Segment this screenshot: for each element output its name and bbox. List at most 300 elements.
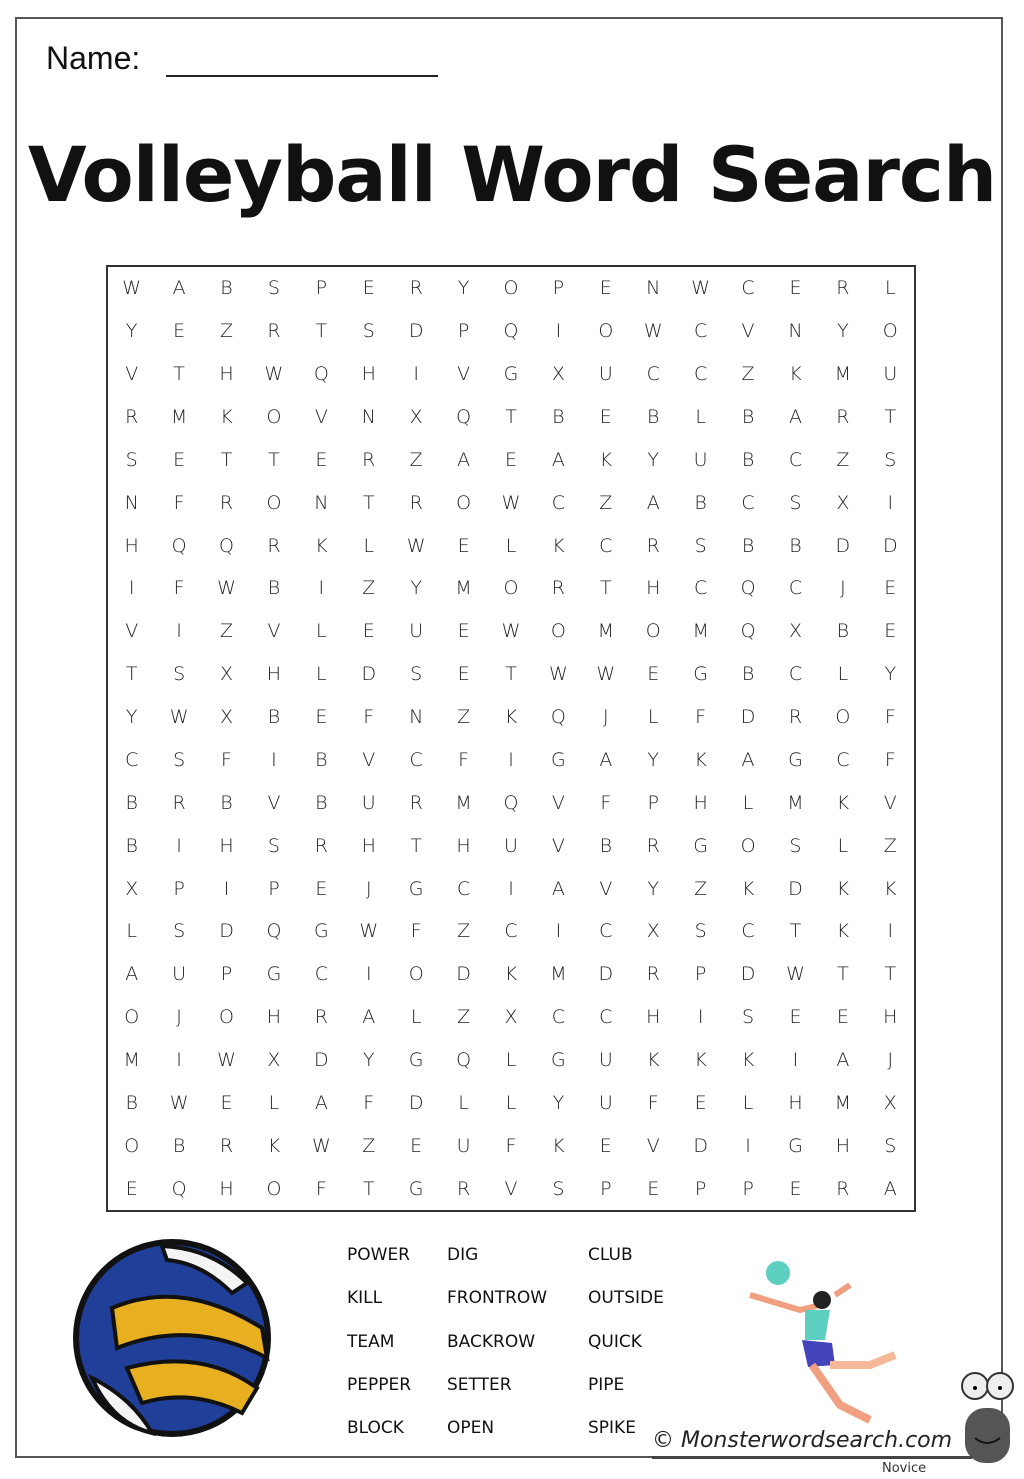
- grid-cell[interactable]: U: [409, 620, 424, 643]
- grid-cell[interactable]: C: [741, 920, 755, 943]
- grid-cell[interactable]: K: [504, 963, 518, 986]
- grid-cell[interactable]: D: [788, 877, 803, 900]
- grid-cell[interactable]: T: [362, 491, 375, 514]
- grid-cell[interactable]: E: [410, 1134, 423, 1157]
- grid-cell[interactable]: F: [884, 706, 896, 729]
- grid-cell[interactable]: R: [551, 577, 565, 600]
- grid-cell[interactable]: C: [599, 1006, 613, 1029]
- grid-cell[interactable]: G: [551, 748, 566, 771]
- grid-cell[interactable]: B: [741, 534, 755, 557]
- grid-cell[interactable]: P: [647, 791, 659, 814]
- grid-cell[interactable]: Q: [503, 320, 519, 343]
- grid-cell[interactable]: W: [217, 577, 236, 600]
- grid-cell[interactable]: Q: [550, 706, 566, 729]
- grid-cell[interactable]: D: [456, 963, 471, 986]
- grid-cell[interactable]: R: [409, 791, 423, 814]
- grid-cell[interactable]: B: [125, 1091, 138, 1114]
- grid-cell[interactable]: C: [741, 491, 755, 514]
- grid-cell[interactable]: W: [311, 1134, 331, 1157]
- grid-cell[interactable]: O: [124, 1006, 140, 1029]
- grid-cell[interactable]: I: [223, 877, 230, 900]
- grid-cell[interactable]: A: [172, 277, 186, 300]
- grid-cell[interactable]: B: [315, 748, 328, 771]
- grid-cell[interactable]: S: [267, 834, 280, 857]
- grid-cell[interactable]: O: [503, 277, 519, 300]
- grid-cell[interactable]: R: [788, 706, 803, 729]
- grid-cell[interactable]: S: [884, 1134, 897, 1157]
- grid-cell[interactable]: T: [600, 577, 612, 600]
- grid-cell[interactable]: C: [788, 448, 803, 471]
- grid-cell[interactable]: C: [551, 1006, 566, 1029]
- grid-cell[interactable]: Y: [647, 748, 660, 771]
- grid-cell[interactable]: K: [694, 1048, 707, 1071]
- grid-cell[interactable]: V: [741, 320, 755, 343]
- grid-cell[interactable]: T: [125, 663, 138, 686]
- grid-cell[interactable]: T: [268, 448, 280, 471]
- grid-cell[interactable]: V: [267, 791, 281, 814]
- grid-cell[interactable]: E: [884, 577, 897, 600]
- grid-cell[interactable]: L: [505, 534, 517, 557]
- grid-cell[interactable]: L: [647, 706, 659, 729]
- grid-cell[interactable]: P: [173, 877, 185, 900]
- grid-cell[interactable]: R: [646, 834, 660, 857]
- grid-cell[interactable]: W: [122, 277, 142, 300]
- grid-cell[interactable]: X: [788, 620, 802, 643]
- grid-cell[interactable]: G: [788, 1134, 803, 1157]
- grid-cell[interactable]: O: [550, 620, 566, 643]
- grid-cell[interactable]: I: [413, 363, 419, 386]
- grid-cell[interactable]: P: [694, 963, 707, 986]
- grid-cell[interactable]: S: [362, 320, 375, 343]
- grid-cell[interactable]: X: [551, 363, 565, 386]
- grid-cell[interactable]: S: [884, 448, 897, 471]
- grid-cell[interactable]: Y: [362, 1048, 375, 1071]
- grid-cell[interactable]: C: [314, 963, 328, 986]
- grid-cell[interactable]: O: [645, 620, 661, 643]
- grid-cell[interactable]: C: [788, 577, 803, 600]
- grid-cell[interactable]: C: [694, 363, 708, 386]
- grid-cell[interactable]: A: [883, 1177, 897, 1200]
- grid-cell[interactable]: S: [173, 663, 186, 686]
- grid-cell[interactable]: D: [219, 920, 234, 943]
- grid-cell[interactable]: U: [361, 791, 376, 814]
- grid-cell[interactable]: S: [552, 1177, 565, 1200]
- grid-cell[interactable]: V: [314, 406, 328, 429]
- grid-cell[interactable]: K: [504, 706, 518, 729]
- grid-cell[interactable]: R: [409, 491, 423, 514]
- grid-cell[interactable]: O: [503, 577, 519, 600]
- grid-cell[interactable]: A: [362, 1006, 376, 1029]
- grid-cell[interactable]: D: [314, 1048, 329, 1071]
- grid-cell[interactable]: Q: [313, 363, 329, 386]
- grid-cell[interactable]: B: [552, 406, 565, 429]
- grid-cell[interactable]: K: [789, 363, 802, 386]
- grid-cell[interactable]: T: [505, 663, 517, 686]
- grid-cell[interactable]: I: [176, 1048, 182, 1071]
- grid-cell[interactable]: P: [457, 320, 470, 343]
- grid-cell[interactable]: E: [125, 1177, 138, 1200]
- grid-cell[interactable]: E: [362, 620, 375, 643]
- grid-cell[interactable]: F: [600, 791, 612, 814]
- grid-cell[interactable]: R: [362, 448, 376, 471]
- grid-cell[interactable]: H: [883, 1006, 898, 1029]
- grid-cell[interactable]: B: [125, 791, 138, 814]
- grid-cell[interactable]: L: [316, 663, 327, 686]
- grid-cell[interactable]: G: [503, 363, 519, 386]
- grid-cell[interactable]: H: [361, 363, 376, 386]
- grid-cell[interactable]: P: [694, 1177, 707, 1200]
- grid-cell[interactable]: E: [789, 1177, 802, 1200]
- grid-cell[interactable]: G: [788, 748, 803, 771]
- grid-cell[interactable]: I: [508, 877, 514, 900]
- grid-cell[interactable]: P: [552, 277, 565, 300]
- grid-cell[interactable]: V: [457, 363, 471, 386]
- grid-cell[interactable]: U: [456, 1134, 471, 1157]
- grid-cell[interactable]: L: [458, 1091, 469, 1114]
- grid-cell[interactable]: G: [408, 1177, 424, 1200]
- grid-cell[interactable]: G: [693, 663, 708, 686]
- grid-cell[interactable]: A: [646, 491, 660, 514]
- grid-cell[interactable]: F: [695, 706, 707, 729]
- grid-cell[interactable]: W: [643, 320, 663, 343]
- grid-cell[interactable]: G: [408, 1048, 424, 1071]
- grid-cell[interactable]: X: [125, 877, 139, 900]
- grid-cell[interactable]: W: [549, 663, 568, 686]
- grid-cell[interactable]: S: [267, 277, 280, 300]
- grid-cell[interactable]: L: [742, 791, 754, 814]
- grid-cell[interactable]: M: [834, 363, 852, 386]
- grid-cell[interactable]: W: [596, 663, 616, 686]
- grid-cell[interactable]: C: [694, 577, 708, 600]
- grid-cell[interactable]: F: [363, 706, 375, 729]
- grid-cell[interactable]: H: [266, 1006, 282, 1029]
- grid-cell[interactable]: L: [837, 663, 849, 686]
- grid-cell[interactable]: X: [409, 406, 423, 429]
- grid-cell[interactable]: E: [315, 448, 328, 471]
- grid-cell[interactable]: C: [741, 277, 755, 300]
- grid-cell[interactable]: K: [552, 1134, 565, 1157]
- grid-cell[interactable]: L: [126, 920, 137, 943]
- grid-cell[interactable]: Q: [171, 534, 187, 557]
- grid-cell[interactable]: R: [314, 834, 328, 857]
- grid-cell[interactable]: X: [220, 663, 234, 686]
- grid-cell[interactable]: H: [219, 1177, 234, 1200]
- grid-cell[interactable]: H: [456, 834, 471, 857]
- grid-cell[interactable]: Q: [266, 920, 282, 943]
- grid-cell[interactable]: K: [267, 1134, 281, 1157]
- grid-cell[interactable]: V: [125, 363, 139, 386]
- grid-cell[interactable]: K: [220, 406, 233, 429]
- grid-cell[interactable]: Q: [740, 620, 756, 643]
- grid-cell[interactable]: S: [173, 920, 186, 943]
- grid-cell[interactable]: F: [173, 577, 185, 600]
- grid-cell[interactable]: O: [408, 963, 424, 986]
- grid-cell[interactable]: K: [315, 534, 328, 557]
- grid-cell[interactable]: G: [313, 920, 329, 943]
- grid-cell[interactable]: H: [693, 791, 708, 814]
- grid-cell[interactable]: F: [363, 1091, 375, 1114]
- grid-cell[interactable]: I: [176, 620, 182, 643]
- grid-cell[interactable]: K: [552, 534, 565, 557]
- grid-cell[interactable]: C: [456, 877, 471, 900]
- grid-cell[interactable]: V: [646, 1134, 660, 1157]
- grid-cell[interactable]: A: [125, 963, 139, 986]
- grid-cell[interactable]: B: [172, 1134, 186, 1157]
- grid-cell[interactable]: X: [504, 1006, 518, 1029]
- grid-cell[interactable]: E: [599, 406, 612, 429]
- grid-cell[interactable]: B: [220, 791, 233, 814]
- grid-cell[interactable]: I: [887, 920, 894, 943]
- grid-cell[interactable]: E: [836, 1006, 849, 1029]
- grid-cell[interactable]: N: [646, 277, 661, 300]
- grid-cell[interactable]: B: [267, 577, 281, 600]
- grid-cell[interactable]: E: [315, 706, 328, 729]
- grid-cell[interactable]: V: [551, 791, 565, 814]
- grid-cell[interactable]: N: [314, 491, 329, 514]
- grid-cell[interactable]: B: [741, 663, 755, 686]
- grid-cell[interactable]: B: [315, 791, 328, 814]
- grid-cell[interactable]: H: [219, 834, 234, 857]
- grid-cell[interactable]: I: [318, 577, 325, 600]
- grid-cell[interactable]: R: [314, 1006, 328, 1029]
- grid-cell[interactable]: L: [268, 1091, 280, 1114]
- grid-cell[interactable]: H: [219, 363, 234, 386]
- grid-cell[interactable]: Q: [456, 1048, 472, 1071]
- grid-cell[interactable]: L: [742, 1091, 754, 1114]
- grid-cell[interactable]: M: [123, 1048, 140, 1071]
- grid-cell[interactable]: R: [409, 277, 423, 300]
- grid-cell[interactable]: B: [741, 448, 755, 471]
- grid-cell[interactable]: A: [836, 1048, 850, 1071]
- grid-cell[interactable]: H: [646, 577, 661, 600]
- grid-cell[interactable]: U: [504, 834, 518, 857]
- grid-cell[interactable]: D: [408, 1091, 424, 1114]
- grid-cell[interactable]: Y: [125, 706, 138, 729]
- grid-cell[interactable]: A: [314, 1091, 328, 1114]
- grid-cell[interactable]: W: [406, 534, 426, 557]
- grid-cell[interactable]: H: [124, 534, 139, 557]
- grid-cell[interactable]: I: [887, 491, 894, 514]
- grid-cell[interactable]: W: [169, 1091, 189, 1114]
- grid-cell[interactable]: Q: [219, 534, 234, 557]
- grid-cell[interactable]: E: [220, 1091, 233, 1114]
- grid-cell[interactable]: G: [266, 963, 282, 986]
- grid-cell[interactable]: Q: [171, 1177, 187, 1200]
- grid-cell[interactable]: Z: [599, 491, 613, 514]
- grid-cell[interactable]: W: [786, 963, 805, 986]
- grid-cell[interactable]: U: [598, 1091, 613, 1114]
- grid-cell[interactable]: E: [457, 620, 470, 643]
- grid-cell[interactable]: Q: [503, 791, 519, 814]
- grid-cell[interactable]: B: [789, 534, 802, 557]
- grid-cell[interactable]: Y: [125, 320, 138, 343]
- grid-cell[interactable]: A: [551, 877, 565, 900]
- name-field-line[interactable]: [166, 75, 438, 77]
- grid-cell[interactable]: L: [316, 620, 327, 643]
- grid-cell[interactable]: T: [362, 1177, 375, 1200]
- grid-cell[interactable]: A: [457, 448, 471, 471]
- grid-cell[interactable]: R: [172, 791, 186, 814]
- grid-cell[interactable]: X: [646, 920, 660, 943]
- grid-cell[interactable]: I: [745, 1134, 751, 1157]
- grid-cell[interactable]: M: [550, 963, 567, 986]
- grid-cell[interactable]: T: [884, 963, 897, 986]
- grid-cell[interactable]: E: [173, 320, 186, 343]
- grid-cell[interactable]: D: [882, 534, 898, 557]
- grid-cell[interactable]: J: [365, 877, 372, 900]
- grid-cell[interactable]: K: [646, 1048, 660, 1071]
- grid-cell[interactable]: H: [835, 1134, 851, 1157]
- grid-cell[interactable]: O: [266, 406, 282, 429]
- grid-cell[interactable]: W: [264, 363, 284, 386]
- grid-cell[interactable]: E: [789, 1006, 802, 1029]
- grid-cell[interactable]: R: [267, 534, 281, 557]
- grid-cell[interactable]: Z: [220, 620, 234, 643]
- grid-cell[interactable]: B: [741, 406, 755, 429]
- grid-cell[interactable]: S: [694, 534, 707, 557]
- grid-cell[interactable]: I: [697, 1006, 704, 1029]
- grid-cell[interactable]: M: [787, 791, 804, 814]
- grid-cell[interactable]: J: [887, 1048, 894, 1071]
- grid-cell[interactable]: C: [125, 748, 139, 771]
- grid-cell[interactable]: T: [315, 320, 328, 343]
- grid-cell[interactable]: R: [219, 491, 234, 514]
- grid-cell[interactable]: E: [884, 620, 897, 643]
- grid-cell[interactable]: A: [788, 406, 802, 429]
- grid-cell[interactable]: F: [884, 748, 896, 771]
- grid-cell[interactable]: W: [691, 277, 711, 300]
- grid-cell[interactable]: M: [170, 406, 188, 429]
- grid-cell[interactable]: L: [505, 1091, 517, 1114]
- grid-cell[interactable]: N: [788, 320, 803, 343]
- grid-cell[interactable]: E: [789, 277, 802, 300]
- grid-cell[interactable]: P: [600, 1177, 612, 1200]
- grid-cell[interactable]: F: [173, 491, 185, 514]
- grid-cell[interactable]: I: [555, 920, 562, 943]
- grid-cell[interactable]: U: [172, 963, 187, 986]
- grid-cell[interactable]: S: [789, 491, 802, 514]
- grid-cell[interactable]: A: [599, 748, 613, 771]
- grid-cell[interactable]: B: [647, 406, 660, 429]
- grid-cell[interactable]: E: [315, 877, 328, 900]
- grid-cell[interactable]: L: [363, 534, 375, 557]
- grid-cell[interactable]: Z: [694, 877, 708, 900]
- grid-cell[interactable]: Z: [836, 448, 850, 471]
- grid-cell[interactable]: O: [124, 1134, 140, 1157]
- grid-cell[interactable]: L: [837, 834, 849, 857]
- grid-cell[interactable]: W: [217, 1048, 236, 1071]
- grid-cell[interactable]: Y: [884, 663, 897, 686]
- grid-cell[interactable]: W: [501, 491, 521, 514]
- grid-cell[interactable]: M: [455, 577, 472, 600]
- grid-cell[interactable]: K: [836, 920, 850, 943]
- grid-cell[interactable]: Y: [552, 1091, 565, 1114]
- grid-cell[interactable]: Y: [647, 448, 660, 471]
- grid-cell[interactable]: K: [836, 791, 850, 814]
- grid-cell[interactable]: U: [693, 448, 708, 471]
- grid-cell[interactable]: K: [836, 877, 850, 900]
- grid-cell[interactable]: R: [646, 963, 660, 986]
- grid-cell[interactable]: A: [741, 748, 755, 771]
- grid-cell[interactable]: Y: [457, 277, 470, 300]
- grid-cell[interactable]: G: [408, 877, 424, 900]
- grid-cell[interactable]: E: [504, 448, 517, 471]
- grid-cell[interactable]: L: [505, 1048, 517, 1071]
- grid-cell[interactable]: M: [834, 1091, 852, 1114]
- grid-cell[interactable]: Q: [456, 406, 472, 429]
- grid-cell[interactable]: R: [219, 1134, 234, 1157]
- grid-cell[interactable]: K: [884, 877, 897, 900]
- grid-cell[interactable]: C: [504, 920, 518, 943]
- grid-cell[interactable]: B: [694, 491, 707, 514]
- grid-cell[interactable]: C: [599, 534, 613, 557]
- grid-cell[interactable]: G: [551, 1048, 566, 1071]
- grid-cell[interactable]: P: [315, 277, 328, 300]
- grid-cell[interactable]: S: [125, 448, 138, 471]
- grid-cell[interactable]: M: [597, 620, 615, 643]
- grid-cell[interactable]: T: [505, 406, 517, 429]
- grid-cell[interactable]: I: [128, 577, 135, 600]
- grid-cell[interactable]: K: [741, 1048, 755, 1071]
- grid-cell[interactable]: U: [598, 1048, 613, 1071]
- grid-cell[interactable]: R: [267, 320, 281, 343]
- grid-cell[interactable]: E: [173, 448, 186, 471]
- grid-cell[interactable]: V: [504, 1177, 518, 1200]
- grid-cell[interactable]: R: [836, 277, 850, 300]
- grid-cell[interactable]: V: [883, 791, 897, 814]
- grid-cell[interactable]: R: [456, 1177, 471, 1200]
- grid-cell[interactable]: A: [551, 448, 565, 471]
- grid-cell[interactable]: Z: [457, 1006, 471, 1029]
- grid-cell[interactable]: R: [125, 406, 139, 429]
- grid-cell[interactable]: K: [694, 748, 707, 771]
- grid-cell[interactable]: F: [410, 920, 422, 943]
- grid-cell[interactable]: I: [365, 963, 372, 986]
- grid-cell[interactable]: Y: [410, 577, 422, 600]
- grid-cell[interactable]: O: [219, 1006, 234, 1029]
- grid-cell[interactable]: W: [359, 920, 379, 943]
- grid-cell[interactable]: Z: [362, 577, 376, 600]
- grid-cell[interactable]: R: [646, 534, 660, 557]
- grid-cell[interactable]: B: [220, 277, 233, 300]
- grid-cell[interactable]: C: [788, 663, 803, 686]
- grid-cell[interactable]: D: [598, 963, 614, 986]
- grid-cell[interactable]: F: [458, 748, 470, 771]
- grid-cell[interactable]: T: [884, 406, 897, 429]
- grid-cell[interactable]: I: [271, 748, 277, 771]
- grid-cell[interactable]: Z: [457, 706, 471, 729]
- grid-cell[interactable]: G: [693, 834, 708, 857]
- grid-cell[interactable]: D: [740, 706, 756, 729]
- grid-cell[interactable]: K: [741, 877, 755, 900]
- grid-cell[interactable]: V: [125, 620, 139, 643]
- grid-cell[interactable]: H: [788, 1091, 803, 1114]
- grid-cell[interactable]: O: [456, 491, 472, 514]
- grid-cell[interactable]: T: [410, 834, 422, 857]
- grid-cell[interactable]: I: [555, 320, 562, 343]
- grid-cell[interactable]: O: [266, 1177, 282, 1200]
- grid-cell[interactable]: F: [315, 1177, 327, 1200]
- grid-cell[interactable]: Z: [362, 1134, 376, 1157]
- grid-cell[interactable]: R: [836, 406, 850, 429]
- grid-cell[interactable]: E: [647, 1177, 660, 1200]
- grid-cell[interactable]: C: [409, 748, 423, 771]
- grid-cell[interactable]: E: [694, 1091, 707, 1114]
- grid-cell[interactable]: I: [176, 834, 182, 857]
- grid-cell[interactable]: Z: [883, 834, 897, 857]
- grid-cell[interactable]: E: [647, 663, 660, 686]
- grid-cell[interactable]: O: [740, 834, 756, 857]
